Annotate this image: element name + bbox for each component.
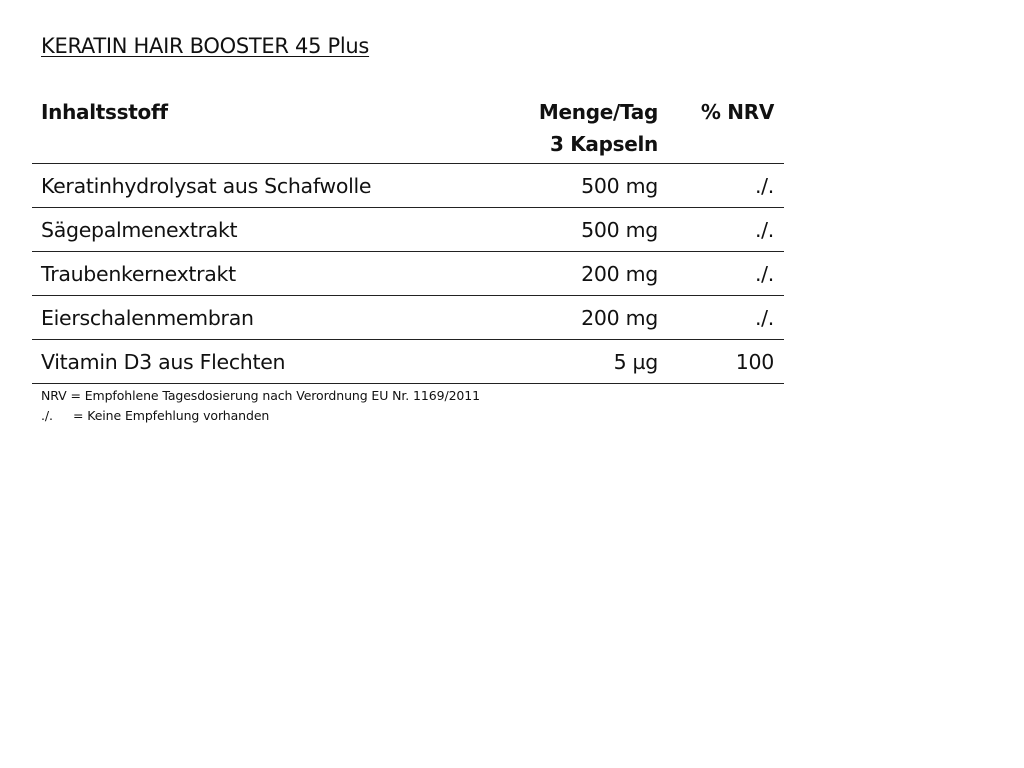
ingredient-nrv: ./. bbox=[754, 218, 774, 242]
footnote-nrv bbox=[41, 386, 480, 406]
ingredient-nrv: ./. bbox=[754, 306, 774, 330]
table-row bbox=[32, 296, 784, 340]
footnotes bbox=[41, 386, 480, 426]
footnote-key: ./. bbox=[41, 408, 53, 423]
ingredient-amount: 500 mg bbox=[581, 174, 658, 198]
ingredient-name: Vitamin D3 aus Flechten bbox=[41, 350, 286, 374]
header-nrv: % NRV bbox=[700, 100, 774, 124]
header-amount bbox=[539, 96, 658, 160]
ingredients-table bbox=[32, 92, 784, 384]
ingredient-nrv: ./. bbox=[754, 262, 774, 286]
document-title: KERATIN HAIR BOOSTER 45 Plus bbox=[41, 34, 370, 58]
header-ingredient: Inhaltsstoff bbox=[41, 100, 168, 124]
footnote-text: NRV = Empfohlene Tagesdosierung nach Verordnung EU Nr. 1169/2011 bbox=[41, 388, 480, 403]
ingredient-amount: 200 mg bbox=[581, 306, 658, 330]
header-amount-line1: Menge/Tag bbox=[538, 100, 658, 124]
ingredient-nrv: ./. bbox=[754, 174, 774, 198]
ingredient-amount: 500 mg bbox=[581, 218, 658, 242]
ingredient-name: Keratinhydrolysat aus Schafwolle bbox=[41, 174, 372, 198]
ingredient-nrv: 100 bbox=[735, 350, 774, 374]
footnote-no-recommendation bbox=[41, 406, 480, 426]
ingredient-name: Eierschalenmembran bbox=[41, 306, 254, 330]
header-amount-line2: 3 Kapseln bbox=[549, 132, 658, 156]
table-row bbox=[32, 252, 784, 296]
table-row bbox=[32, 164, 784, 208]
ingredient-amount: 5 µg bbox=[613, 350, 658, 374]
footnote-text: = Keine Empfehlung vorhanden bbox=[73, 408, 270, 423]
table-header bbox=[32, 92, 784, 164]
table-row bbox=[32, 208, 784, 252]
table-row bbox=[32, 340, 784, 384]
ingredient-amount: 200 mg bbox=[581, 262, 658, 286]
ingredient-name: Sägepalmenextrakt bbox=[41, 218, 238, 242]
ingredient-name: Traubenkernextrakt bbox=[41, 262, 236, 286]
